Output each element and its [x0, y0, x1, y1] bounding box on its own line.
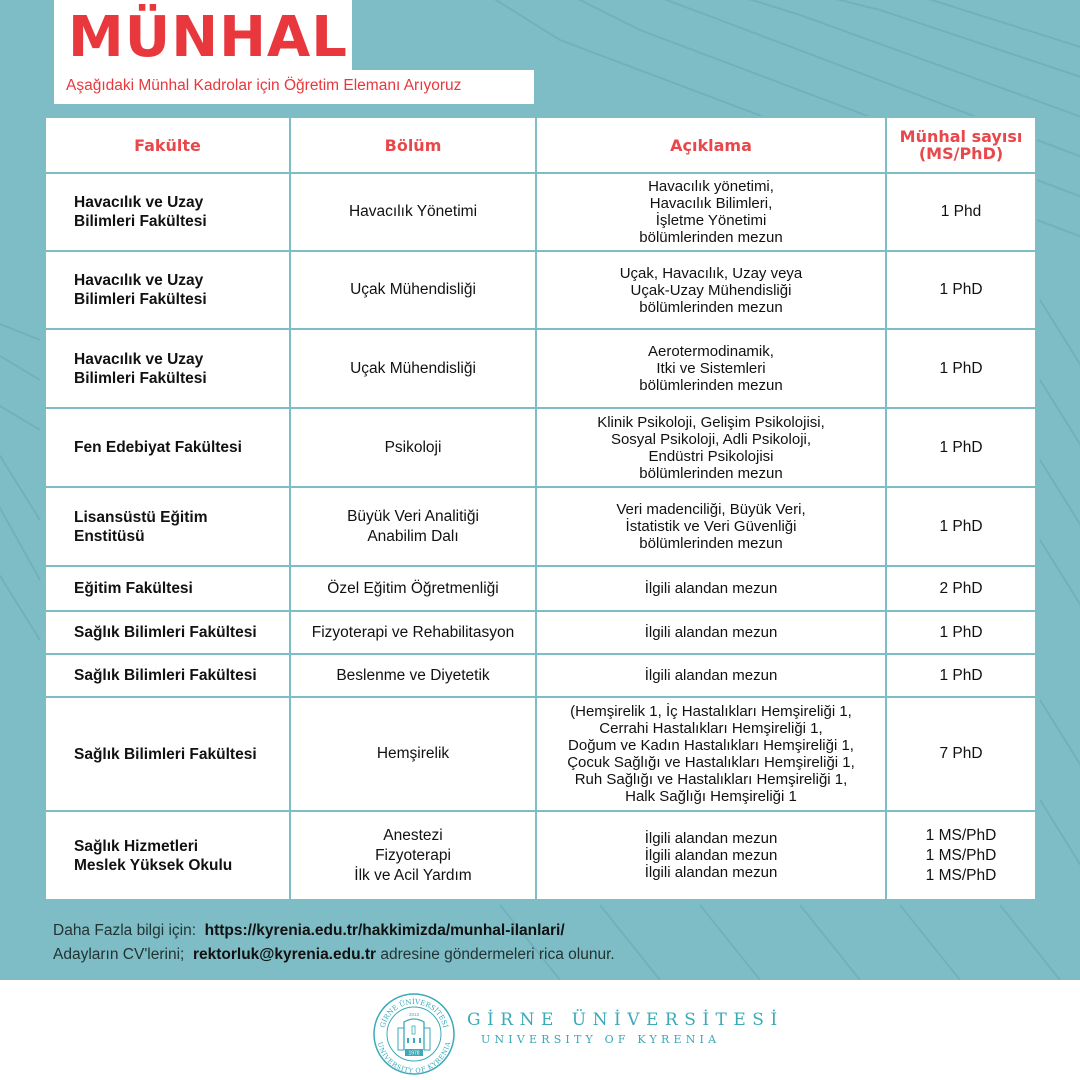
description-cell — [536, 408, 886, 487]
description-cell-line: Halk Sağlığı Hemşireliği 1 — [625, 788, 797, 805]
faculty-cell — [45, 566, 290, 611]
description-cell-line: Havacılık yönetimi, — [648, 178, 774, 195]
faculty-cell — [45, 251, 290, 329]
description-cell — [536, 566, 886, 611]
seal-bottom-text: UNIVERSITY OF KYRENIA — [375, 1041, 453, 1075]
department-cell-line: Anestezi — [383, 826, 443, 844]
description-cell-line: Doğum ve Kadın Hastalıkları Hemşireliği 1, — [568, 737, 854, 754]
department-cell — [290, 487, 536, 566]
description-cell-line: İlgili alandan mezun — [644, 667, 778, 684]
count-cell-line: 1 MS/PhD — [925, 826, 997, 844]
seal-top-text: GİRNE ÜNİVERSİTESİ — [378, 997, 450, 1029]
description-cell-line: Klinik Psikoloji, Gelişim Psikolojisi, — [597, 413, 825, 431]
department-cell-line: Uçak Mühendisliği — [350, 281, 476, 298]
header-department: Bölüm — [290, 117, 536, 173]
count-cell-line: 7 PhD — [939, 745, 983, 762]
cv-email-link[interactable]: rektorluk@kyrenia.edu.tr — [192, 946, 377, 963]
department-cell — [290, 408, 536, 487]
department-cell — [290, 251, 536, 329]
description-cell — [536, 654, 886, 697]
count-cell-line: 1 PhD — [939, 438, 983, 456]
faculty-cell — [45, 408, 290, 487]
faculty-cell-line: Havacılık ve Uzay — [74, 350, 204, 368]
description-cell — [536, 697, 886, 811]
count-cell-line: 1 PhD — [939, 666, 983, 684]
cv-prefix: Adayların CV'lerini; — [53, 946, 185, 963]
header-description: Açıklama — [536, 117, 886, 173]
description-cell-line: Aerotermodinamik, — [648, 343, 774, 360]
table-row — [45, 408, 1036, 487]
description-cell-line: İlgili alandan mezun — [644, 624, 778, 641]
department-cell-line: Özel Eğitim Öğretmenliği — [327, 579, 499, 597]
department-cell-line: Fizyoterapi — [375, 846, 451, 864]
department-cell-line: Hemşirelik — [376, 745, 450, 762]
university-name-en: UNIVERSITY OF KYRENIA — [481, 1033, 721, 1046]
description-cell — [536, 811, 886, 900]
count-cell-line: 1 MS/PhD — [925, 866, 997, 884]
table-row — [45, 173, 1036, 251]
faculty-cell — [45, 173, 290, 251]
count-cell-line: 1 Phd — [940, 203, 982, 220]
description-cell-line: İlgili alandan mezun — [644, 864, 778, 881]
faculty-cell-line: Bilimleri Fakültesi — [74, 213, 207, 230]
count-cell-line: 1 MS/PhD — [925, 846, 997, 864]
count-cell — [886, 251, 1036, 329]
description-cell-line: bölümlerinden mezun — [639, 298, 783, 316]
table-header-row — [45, 117, 1036, 173]
faculty-cell-line: Sağlık Bilimleri Fakültesi — [74, 624, 257, 641]
table-row — [45, 811, 1036, 900]
university-name — [467, 1010, 784, 1046]
description-cell-line: Çocuk Sağlığı ve Hastalıkları Hemşireliği 1, — [567, 754, 855, 771]
description-cell-line: Itki ve Sistemleri — [656, 360, 766, 377]
faculty-cell-line: Meslek Yüksek Okulu — [74, 856, 233, 874]
faculty-cell — [45, 611, 290, 654]
department-cell — [290, 173, 536, 251]
description-cell-line: Ruh Sağlığı ve Hastalıkları Hemşireliği 1, — [574, 771, 848, 788]
description-cell — [536, 487, 886, 566]
department-cell-line: Beslenme ve Diyetetik — [336, 666, 490, 684]
faculty-cell-line: Havacılık ve Uzay — [74, 194, 204, 211]
count-cell — [886, 611, 1036, 654]
page-subtitle: Aşağıdaki Münhal Kadrolar için Öğretim Elemanı Arıyoruz — [66, 77, 462, 94]
table-row — [45, 566, 1036, 611]
table-row — [45, 329, 1036, 408]
count-cell — [886, 487, 1036, 566]
faculty-cell-line: Lisansüstü Eğitim — [74, 508, 208, 526]
seal-year-bottom: 1978 — [408, 1050, 420, 1057]
more-info-link[interactable]: https://kyrenia.edu.tr/hakkimizda/munhal-ilanlari/ — [204, 922, 565, 939]
description-cell-line: İstatistik ve Veri Güvenliği — [625, 518, 797, 535]
university-name-tr: GİRNE ÜNİVERSİTESİ — [467, 1010, 784, 1030]
description-cell-line: İlgili alandan mezun — [644, 847, 778, 864]
count-cell-line: 1 PhD — [939, 281, 983, 298]
description-cell-line: Havacılık Bilimleri, — [649, 195, 773, 212]
department-cell-line: Psikoloji — [384, 438, 442, 456]
count-cell — [886, 654, 1036, 697]
header-count-line: (MS/PhD) — [918, 144, 1004, 163]
count-cell — [886, 408, 1036, 487]
cv-line — [53, 943, 615, 967]
faculty-cell-line: Sağlık Bilimleri Fakültesi — [74, 745, 257, 763]
description-cell-line: bölümlerinden mezun — [639, 377, 783, 394]
description-cell-line: Uçak-Uzay Mühendisliği — [630, 281, 792, 299]
faculty-cell — [45, 487, 290, 566]
more-info-line — [53, 919, 615, 943]
faculty-cell-line: Sağlık Hizmetleri — [74, 837, 199, 855]
department-cell — [290, 566, 536, 611]
department-cell-line: Büyük Veri Analitiği — [347, 507, 479, 525]
department-cell-line: Uçak Mühendisliği — [350, 359, 476, 377]
description-cell — [536, 251, 886, 329]
faculty-cell-line: Havacılık ve Uzay — [74, 272, 204, 289]
faculty-cell — [45, 697, 290, 811]
count-cell-line: 1 PhD — [939, 359, 983, 377]
more-info-label: Daha Fazla bilgi için: — [53, 922, 197, 939]
department-cell-line: Havacılık Yönetimi — [348, 203, 478, 220]
department-cell — [290, 697, 536, 811]
header-count — [886, 117, 1036, 173]
count-cell — [886, 329, 1036, 408]
description-cell-line: İlgili alandan mezun — [644, 830, 778, 847]
faculty-cell — [45, 329, 290, 408]
count-cell — [886, 173, 1036, 251]
header-count-line: Münhal sayısı — [899, 127, 1023, 146]
table-row — [45, 697, 1036, 811]
count-cell — [886, 811, 1036, 900]
description-cell-line: (Hemşirelik 1, İç Hastalıkları Hemşireliği 1, — [570, 703, 852, 720]
faculty-cell-line: Sağlık Bilimleri Fakültesi — [74, 667, 257, 684]
department-cell-line: Fizyoterapi ve Rehabilitasyon — [311, 623, 515, 641]
vacancy-table — [44, 116, 1037, 901]
faculty-cell-line: Bilimleri Fakültesi — [74, 369, 207, 387]
count-cell — [886, 697, 1036, 811]
svg-text:UNIVERSITY OF KYRENIA — [376, 1041, 453, 1075]
table-row — [45, 654, 1036, 697]
faculty-cell-line: Fen Edebiyat Fakültesi — [74, 439, 242, 456]
faculty-cell — [45, 811, 290, 900]
description-cell-line: İşletme Yönetimi — [655, 212, 767, 229]
table-row — [45, 611, 1036, 654]
description-cell-line: İlgili alandan mezun — [644, 580, 778, 597]
count-cell-line: 1 PhD — [939, 517, 983, 535]
table-row — [45, 251, 1036, 329]
university-seal-icon — [372, 992, 456, 1076]
page-title: MÜNHAL — [68, 5, 348, 70]
count-cell-line: 2 PhD — [939, 579, 983, 597]
description-cell-line: Endüstri Psikolojisi — [648, 447, 774, 465]
table-row — [45, 487, 1036, 566]
department-cell — [290, 654, 536, 697]
department-cell — [290, 329, 536, 408]
footer-info — [53, 919, 615, 967]
department-cell — [290, 611, 536, 654]
faculty-cell-line: Bilimleri Fakültesi — [74, 291, 207, 308]
description-cell-line: Sosyal Psikoloji, Adli Psikoloji, — [610, 430, 812, 448]
department-cell — [290, 811, 536, 900]
cv-suffix: adresine göndermeleri rica olunur. — [380, 946, 615, 963]
department-cell-line: Anabilim Dalı — [367, 527, 459, 545]
department-cell-line: İlk ve Acil Yardım — [354, 866, 472, 884]
faculty-cell-line: Eğitim Fakültesi — [74, 580, 193, 597]
count-cell-line: 1 PhD — [939, 623, 983, 641]
description-cell-line: bölümlerinden mezun — [639, 229, 783, 246]
description-cell-line: bölümlerinden mezun — [639, 535, 783, 552]
description-cell-line: bölümlerinden mezun — [639, 464, 783, 482]
faculty-cell — [45, 654, 290, 697]
count-cell — [886, 566, 1036, 611]
faculty-cell-line: Enstitüsü — [74, 527, 145, 545]
description-cell-line: Veri madenciliği, Büyük Veri, — [616, 501, 806, 518]
description-cell — [536, 611, 886, 654]
description-cell — [536, 329, 886, 408]
header-faculty: Fakülte — [45, 117, 290, 173]
description-cell-line: Cerrahi Hastalıkları Hemşireliği 1, — [599, 720, 823, 737]
seal-year-top: 2013 — [408, 1012, 420, 1017]
description-cell-line: Uçak, Havacılık, Uzay veya — [619, 264, 803, 282]
description-cell — [536, 173, 886, 251]
